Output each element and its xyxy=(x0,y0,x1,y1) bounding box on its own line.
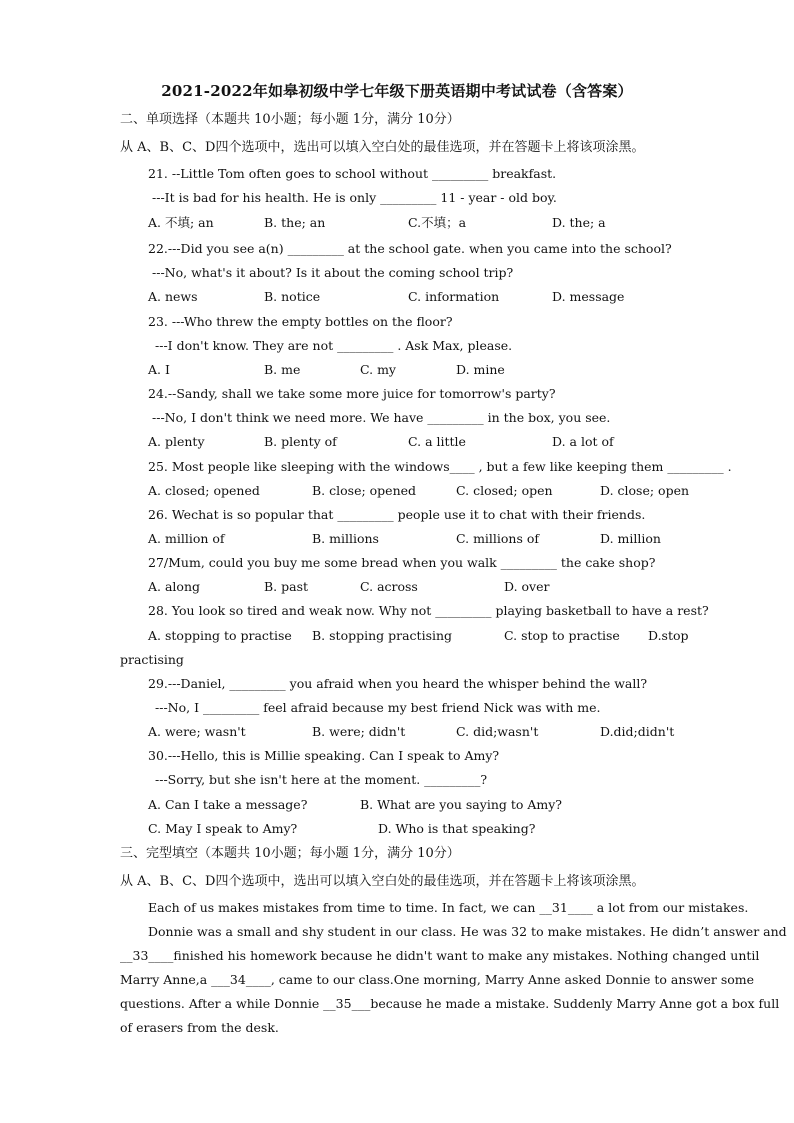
question-24-line-1: 24.--Sandy, shall we take some more juice for tomorrow's party? xyxy=(148,386,556,401)
question-25-option-c: C. closed; open xyxy=(456,483,553,498)
question-28-option-b: B. stopping practising xyxy=(312,628,453,643)
question-22-option-d: D. message xyxy=(552,289,625,304)
question-21-option-a: A. 不填; an xyxy=(148,215,214,230)
question-25-option-d: D. close; open xyxy=(600,483,690,498)
question-30-option-b: B. What are you saying to Amy? xyxy=(360,797,563,812)
question-21-option-c: C.不填；a xyxy=(408,215,467,230)
question-27-option-a: A. along xyxy=(148,579,201,594)
question-21-option-d: D. the; a xyxy=(552,215,606,230)
passage-paragraph-2-line-3: Marry Anne,a ___34____, came to our class.One morning, Marry Anne asked Donnie to answer some xyxy=(120,972,755,987)
question-28-line-1: 28. You look so tired and weak now. Why not _________ playing basketball to have a rest? xyxy=(148,603,709,618)
question-28-option-c: C. stop to practise xyxy=(504,628,620,643)
question-27-option-d: D. over xyxy=(504,579,550,594)
question-23-option-d: D. mine xyxy=(456,362,505,377)
question-22-option-c: C. information xyxy=(408,289,500,304)
question-26-option-c: C. millions of xyxy=(456,531,540,546)
question-22-line-1: 22.---Did you see a(n) _________ at the school gate. when you came into the school? xyxy=(148,241,672,256)
question-23-option-a: A. I xyxy=(148,362,170,377)
passage-paragraph-2-line-1: Donnie was a small and shy student in our class. He was 32 to make mistakes. He didn’t answer and xyxy=(148,924,787,939)
question-25-option-a: A. closed; opened xyxy=(148,483,260,498)
question-28-option-a: A. stopping to practise xyxy=(148,628,292,643)
passage-paragraph-2-line-4: questions. After a while Donnie __35___because he made a mistake. Suddenly Marry Anne got a box full xyxy=(120,996,780,1011)
question-21-line-2: ---It is bad for his health. He is only _________ 11 - year - old boy. xyxy=(152,190,557,205)
question-28-option-d: D.stop xyxy=(648,628,689,643)
section2-heading: 二、单项选择（本题共 10小题；每小题 1分，满分 10分） xyxy=(120,112,460,127)
question-22-line-2: ---No, what's it about? Is it about the coming school trip? xyxy=(152,265,514,280)
section3-heading: 三、完型填空（本题共 10小题；每小题 1分，满分 10分） xyxy=(120,846,460,861)
question-24-option-b: B. plenty of xyxy=(264,434,337,449)
question-22-option-b: B. notice xyxy=(264,289,321,304)
question-24-line-2: ---No, I don't think we need more. We have _________ in the box, you see. xyxy=(152,410,611,425)
question-26-option-b: B. millions xyxy=(312,531,379,546)
question-27-option-c: C. across xyxy=(360,579,418,594)
question-21-line-1: 21. --Little Tom often goes to school without _________ breakfast. xyxy=(148,166,557,181)
question-29-line-1: 29.---Daniel, _________ you afraid when you heard the whisper behind the wall? xyxy=(148,676,648,691)
question-24-option-a: A. plenty xyxy=(148,434,205,449)
question-27-option-b: B. past xyxy=(264,579,309,594)
question-29-option-c: C. did;wasn't xyxy=(456,724,539,739)
question-25-option-b: B. close; opened xyxy=(312,483,417,498)
question-23-line-1: 23. ---Who threw the empty bottles on the floor? xyxy=(148,314,453,329)
question-30-line-2: ---Sorry, but she isn't here at the moment. _________? xyxy=(155,772,488,787)
question-28-option-d-wrap: practising xyxy=(120,652,184,667)
question-21-option-b: B. the; an xyxy=(264,215,326,230)
question-29-line-2: ---No, I _________ feel afraid because my best friend Nick was with me. xyxy=(155,700,601,715)
passage-paragraph-1: Each of us makes mistakes from time to time. In fact, we can __31____ a lot from our mistakes. xyxy=(148,900,749,915)
question-29-option-d: D.did;didn't xyxy=(600,724,675,739)
question-26-option-a: A. million of xyxy=(148,531,225,546)
question-29-option-b: B. were; didn't xyxy=(312,724,406,739)
passage-paragraph-2-line-2: __33____finished his homework because he didn't want to make any mistakes. Nothing changed until xyxy=(120,948,760,963)
page-title: 2021-2022年如皋初级中学七年级下册英语期中考试试卷（含答案） xyxy=(161,82,633,100)
question-27-line-1: 27/Mum, could you buy me some bread when you walk _________ the cake shop? xyxy=(148,555,656,570)
question-26-option-d: D. million xyxy=(600,531,661,546)
question-23-option-b: B. me xyxy=(264,362,301,377)
passage-paragraph-2-line-5: of erasers from the desk. xyxy=(120,1020,279,1035)
question-30-option-d: D. Who is that speaking? xyxy=(378,821,536,836)
question-22-option-a: A. news xyxy=(148,289,198,304)
question-25-line-1: 25. Most people like sleeping with the windows____ , but a few like keeping them _________ . xyxy=(148,459,732,474)
question-23-line-2: ---I don't know. They are not _________ . Ask Max, please. xyxy=(155,338,513,353)
question-23-option-c: C. my xyxy=(360,362,396,377)
question-30-line-1: 30.---Hello, this is Millie speaking. Can I speak to Amy? xyxy=(148,748,500,763)
section2-instruction: 从 A、B、C、D四个选项中，选出可以填入空白处的最佳选项，并在答题卡上将该项涂黑。 xyxy=(120,140,645,155)
section3-instruction: 从 A、B、C、D四个选项中，选出可以填入空白处的最佳选项，并在答题卡上将该项涂黑。 xyxy=(120,874,645,889)
question-29-option-a: A. were; wasn't xyxy=(148,724,246,739)
question-26-line-1: 26. Wechat is so popular that _________ people use it to chat with their friends. xyxy=(148,507,646,522)
question-30-option-a: A. Can I take a message? xyxy=(148,797,308,812)
question-30-option-c: C. May I speak to Amy? xyxy=(148,821,298,836)
question-24-option-d: D. a lot of xyxy=(552,434,614,449)
question-24-option-c: C. a little xyxy=(408,434,466,449)
